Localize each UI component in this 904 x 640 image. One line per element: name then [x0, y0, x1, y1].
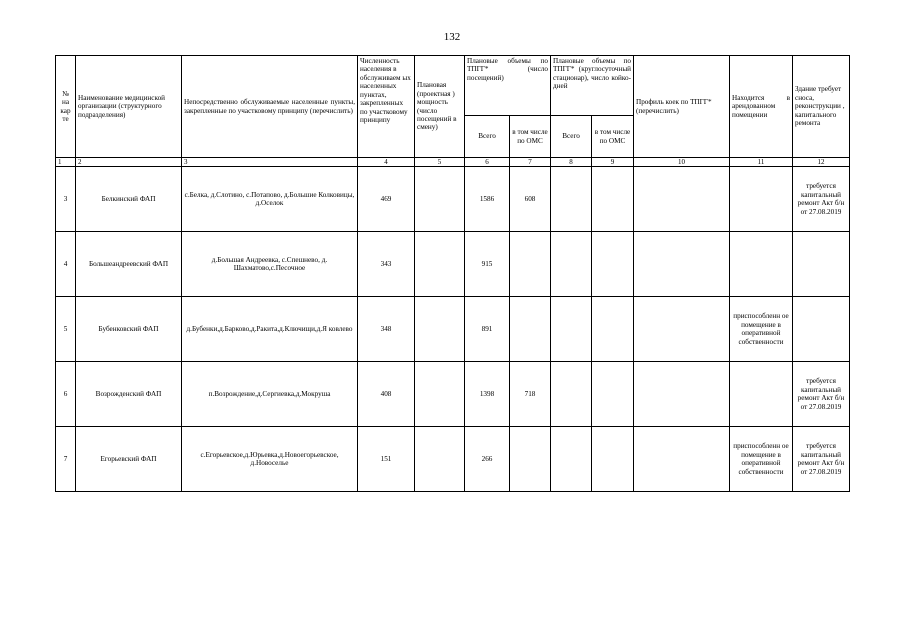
column-number: 10: [634, 158, 730, 167]
row-population: 348: [358, 297, 415, 362]
row-visits-total: 891: [465, 297, 510, 362]
header-organization: Наименование медицинской организации (структурного подразделения): [76, 56, 182, 158]
column-number: 2: [76, 158, 182, 167]
row-visits-oms: 608: [510, 167, 551, 232]
column-number-row: [56, 158, 850, 167]
row-num: 5: [56, 297, 76, 362]
table-body: [56, 167, 850, 492]
table-row: [56, 167, 850, 232]
row-bed-profile: [634, 167, 730, 232]
row-rented-premises: [730, 232, 793, 297]
row-bed-profile: [634, 362, 730, 427]
row-beds-total: [551, 427, 592, 492]
row-settlements: с.Белка, д.Слотино, с.Потапово, д.Большие Колковицы, д.Оселок: [182, 167, 358, 232]
header-beds-oms: в том числе по ОМС: [592, 116, 634, 158]
row-capacity: [415, 167, 465, 232]
column-number: 9: [592, 158, 634, 167]
row-organization: Егорьевский ФАП: [76, 427, 182, 492]
header-capacity: Плановая (проектная ) мощность (число посещений в смену): [415, 56, 465, 158]
table-row: [56, 362, 850, 427]
header-population: Численность населения в обслуживаем ых населенных пунктах, закрепленных по участковому принципу: [358, 56, 415, 158]
row-capacity: [415, 297, 465, 362]
column-number: 5: [415, 158, 465, 167]
header-bed-profile: Профиль коек по ТПГГ* (перечислить): [634, 56, 730, 158]
row-num: 6: [56, 362, 76, 427]
row-beds-oms: [592, 427, 634, 492]
row-organization: Возрожденский ФАП: [76, 362, 182, 427]
row-rented-premises: [730, 362, 793, 427]
row-num: 7: [56, 427, 76, 492]
header-rented-premises: Находится в арендованном помещении: [730, 56, 793, 158]
row-num: 4: [56, 232, 76, 297]
row-population: 151: [358, 427, 415, 492]
row-settlements: д.Большая Андреевка, с.Спешнево, д. Шахматово,с.Песочное: [182, 232, 358, 297]
row-organization: Бубенковский ФАП: [76, 297, 182, 362]
row-building-condition: требуется капитальный ремонт Акт б/н от 27.08.2019: [793, 167, 850, 232]
row-organization: Большеандреевский ФАП: [76, 232, 182, 297]
row-population: 469: [358, 167, 415, 232]
table-row: [56, 232, 850, 297]
column-number: 11: [730, 158, 793, 167]
row-visits-oms: [510, 427, 551, 492]
column-number: 1: [56, 158, 76, 167]
row-settlements: с.Егорьевское,д.Юрьевка,д.Новоегорьевское, д.Новоселье: [182, 427, 358, 492]
header-building-condition: Здание требует сноса, реконструкции , капитального ремонта: [793, 56, 850, 158]
header-settlements: Непосредственно обслуживаемые населенные пункты, закрепленные по участковому принципу (перечислить): [182, 56, 358, 158]
row-rented-premises: [730, 167, 793, 232]
row-visits-oms: [510, 232, 551, 297]
row-bed-profile: [634, 427, 730, 492]
row-population: 343: [358, 232, 415, 297]
row-visits-oms: 718: [510, 362, 551, 427]
column-number: 7: [510, 158, 551, 167]
row-visits-total: 1586: [465, 167, 510, 232]
row-population: 408: [358, 362, 415, 427]
row-capacity: [415, 362, 465, 427]
row-rented-premises: приспособленн ое помещение в оперативной собственности: [730, 297, 793, 362]
row-building-condition: [793, 297, 850, 362]
row-visits-total: 266: [465, 427, 510, 492]
facilities-table: [55, 55, 850, 492]
row-beds-total: [551, 297, 592, 362]
row-building-condition: [793, 232, 850, 297]
column-number: 6: [465, 158, 510, 167]
column-number: 4: [358, 158, 415, 167]
column-number: 12: [793, 158, 850, 167]
row-organization: Белкинский ФАП: [76, 167, 182, 232]
row-building-condition: требуется капитальный ремонт Акт б/н от 27.08.2019: [793, 362, 850, 427]
row-bed-profile: [634, 297, 730, 362]
row-visits-total: 915: [465, 232, 510, 297]
table-row: [56, 427, 850, 492]
header-beds-group: Плановые объемы по ТПГГ* (круглосуточный стационар), число койко-дней: [551, 56, 634, 116]
row-rented-premises: приспособленн ое помещение в оперативной собственности: [730, 427, 793, 492]
header-visits-oms: в том числе по ОМС: [510, 116, 551, 158]
table-row: [56, 297, 850, 362]
header-visits-total: Всего: [465, 116, 510, 158]
row-beds-oms: [592, 362, 634, 427]
row-beds-oms: [592, 232, 634, 297]
row-visits-oms: [510, 297, 551, 362]
row-beds-oms: [592, 297, 634, 362]
row-bed-profile: [634, 232, 730, 297]
column-number: 8: [551, 158, 592, 167]
header-beds-total: Всего: [551, 116, 592, 158]
row-beds-total: [551, 167, 592, 232]
header-num: № на кар те: [56, 56, 76, 158]
row-num: 3: [56, 167, 76, 232]
row-capacity: [415, 232, 465, 297]
row-settlements: д.Бубенки,д.Барково,д.Ракита,д.Ключищи,д.Я ковлево: [182, 297, 358, 362]
row-beds-oms: [592, 167, 634, 232]
row-settlements: п.Возрождение,д.Сергиевка,д.Мокруша: [182, 362, 358, 427]
row-building-condition: требуется капитальный ремонт Акт б/н от 27.08.2019: [793, 427, 850, 492]
row-beds-total: [551, 232, 592, 297]
row-visits-total: 1398: [465, 362, 510, 427]
column-number: 3: [182, 158, 358, 167]
header-visits-group: Плановые объемы по ТПГГ* (число посещений): [465, 56, 551, 116]
page-number: 132: [443, 31, 461, 43]
row-beds-total: [551, 362, 592, 427]
row-capacity: [415, 427, 465, 492]
